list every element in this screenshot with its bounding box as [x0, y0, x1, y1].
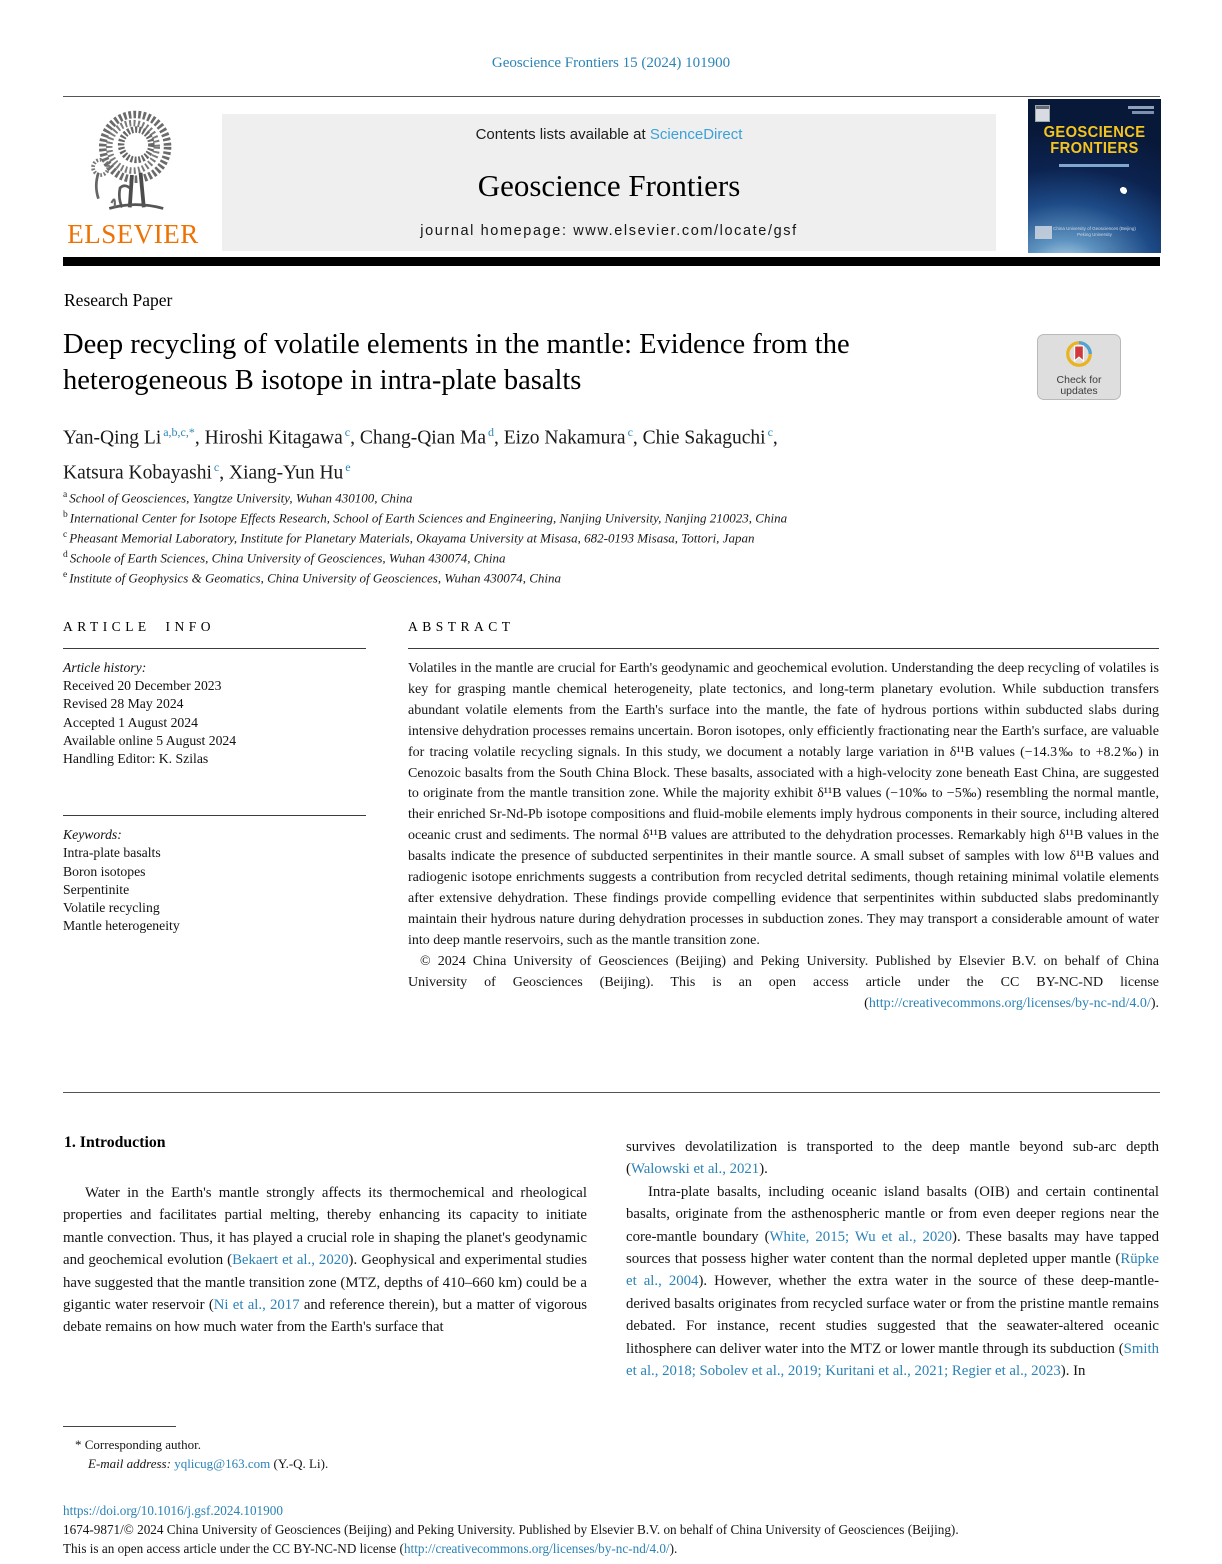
cover-title [1033, 125, 1155, 157]
author-separator: , [772, 427, 778, 449]
citation-link[interactable]: http://creativecommons.org/licenses/by-nc-nd/4.0/ [868, 995, 1151, 1011]
affiliation-sup: c [63, 529, 68, 540]
author-separator: , [632, 427, 643, 449]
intro-paragraph: survives devolatilization is transported to the deep mantle beyond sub-arc depth (Walowski et al., 2021). [626, 1139, 1159, 1178]
author-list [63, 418, 778, 487]
section-divider [63, 1092, 1160, 1093]
author: Chang-Qian Ma [359, 427, 486, 449]
author-affiliation-sup[interactable]: e [345, 459, 351, 474]
license-text-close: ). [669, 1540, 678, 1556]
license-link[interactable]: http://creativecommons.org/licenses/by-nc-nd/4.0/ [403, 1540, 670, 1556]
article-type-label: Research Paper [64, 290, 173, 310]
article-info-column [63, 619, 366, 935]
author-affiliation-sup[interactable]: d [488, 425, 494, 439]
cover-title-line1: GEOSCIENCE [1043, 124, 1146, 141]
journal-name: Geoscience Frontiers [477, 168, 741, 203]
affiliation [63, 567, 787, 587]
author-affiliation-sup[interactable]: a,b,c,* [163, 425, 195, 439]
keyword: Boron isotopes [63, 863, 146, 879]
cover-moon-crescent [1120, 185, 1129, 194]
intro-left-column [63, 1182, 587, 1339]
author-separator: , [494, 427, 504, 449]
introduction-heading: 1. Introduction [64, 1134, 166, 1151]
abstract-text: Volatiles in the mantle are crucial for Earth's geodynamic and geochemical evolution. Understanding the deep recycling of volatiles is key for grasping mantle chemical heterogeneity, plate tectonics, and long-term planetary evolution. While subduction transfers abundant volatile elements from the Earth's surface into the mantle, the fate of hydrous portions within subducted slabs during intensive dehydration processes remains uncertain. Boron isotopes, only efficiently fractionating near the Earth's surface, are valuable for tracing volatile recycling signals. In this study, we document a notably large variation in δ¹¹B values (−14.3‰ to +8.2‰) in Cenozoic basalts from the South China Block. These basalts, associated with a high-velocity zone beneath East China, are suggested to originate from the mantle transition zone. While the majority exhibit δ¹¹B values (−10‰ to −5‰) resembling the normal mantle, their enriched Sr-Nd-Pb isotope compositions and fluid-mobile elements imply hydrous components in their source, including altered oceanic crust and sediments. The normal δ¹¹B values are attributed to the dehydration processes. Remarkably high δ¹¹B values in the basalts indicate the presence of subducted serpentinites in their mantle source. A small subset of samples with low δ¹¹B values and radiogenic isotope enrichments suggests a contribution from recycled detrital sediments, though retaining minimal volatile elements after extensive dehydration. These findings provide compelling evidence that serpentinites within subducted slabs predominantly maintain their hydrous nature during dehydration processes in subduction zones. They may transport a considerable amount of water into deep mantle reservoirs, such as the mantle transition zone. [408, 661, 1159, 948]
cover-title-line2: FRONTIERS [1050, 140, 1139, 157]
author-affiliation-sup[interactable]: c [767, 425, 773, 439]
elsevier-wordmark: ELSEVIER [67, 219, 199, 249]
cover-publisher-emblem [1035, 105, 1050, 122]
footnote-star: * [75, 1437, 82, 1452]
keyword: Intra-plate basalts [63, 845, 161, 861]
article-info-heading: ARTICLE INFO [63, 619, 216, 634]
citation-link[interactable]: Smith et al., 2018; Sobolev et al., 2019; Kuritani et al., 2021; Regier et al., 2023 [626, 1340, 1159, 1380]
email-label: E-mail address: [88, 1455, 171, 1471]
email-line [63, 1455, 523, 1474]
author: Katsura Kobayashi [63, 462, 212, 483]
elsevier-tree-icon [79, 108, 187, 216]
citation-link[interactable]: Ni et al., 2017 [213, 1297, 300, 1314]
citation-link[interactable]: Rüpke et al., 2004 [626, 1251, 1159, 1290]
footnote-text: Corresponding author. [84, 1437, 202, 1452]
affiliation-text: International Center for Isotope Effects Research, School of Earth Sciences and Engineering, Nanjing University, Nanjing 210023, China [69, 510, 788, 526]
paper-title: Deep recycling of volatile elements in the mantle: Evidence from the heterogeneous B isotope in intra-plate basalts [63, 329, 850, 396]
history-item: Received 20 December 2023 [63, 678, 222, 694]
check-updates-icon [1064, 339, 1094, 369]
affiliation [63, 547, 787, 567]
article-history-label: Article history: [63, 660, 147, 675]
affiliation-text: Institute of Geophysics & Geomatics, China University of Geosciences, Wuhan 430074, China [69, 570, 561, 586]
corresponding-author-note [63, 1436, 523, 1455]
history-item: Revised 28 May 2024 [63, 696, 184, 712]
affiliation-sup: a [63, 490, 68, 500]
elsevier-logo [62, 108, 204, 254]
intro-paragraph: Water in the Earth's mantle strongly affects its thermochemical and rheological properties and facilitates partial melting, thereby enhancing its capacity to initiate mantle convection. Thus, it has played a crucial role in shaping the planet's geodynamic and geochemical evolution (Bekaert et al., 2020). Geophysical and experimental studies have suggested that the mantle transition zone (MTZ, depths of 410–660 km) could be a gigantic water reservoir (Ni et al., 2017 and reference therein), but a matter of vigorous debate remains on how much water from the Earth's surface that [63, 1185, 587, 1336]
author-affiliation-sup[interactable]: c [627, 425, 633, 439]
author: Xiang-Yun Hu [229, 462, 344, 483]
history-item: Available online 5 August 2024 [63, 732, 237, 748]
affiliations [63, 487, 787, 587]
author-affiliation-sup[interactable]: c [213, 459, 220, 474]
citation-link[interactable]: Bekaert et al., 2020 [232, 1252, 349, 1269]
contents-text: Contents lists available at [475, 126, 650, 143]
citation-link[interactable]: White, 2015; Wu et al., 2020 [769, 1228, 953, 1245]
page-footer [63, 1502, 1160, 1558]
keywords-label: Keywords: [63, 827, 122, 843]
check-updates-label-line2: updates [1060, 385, 1098, 397]
cover-footer-line2: Peking University [1077, 232, 1112, 237]
author: Eizo Nakamura [503, 427, 626, 449]
check-updates-label-line1: Check for [1056, 374, 1102, 386]
journal-citation-link[interactable]: Geoscience Frontiers 15 (2024) 101900 [491, 55, 731, 71]
affiliation [63, 487, 787, 507]
divider [408, 648, 1159, 649]
footnote-divider [63, 1426, 176, 1427]
author-separator: , [194, 427, 205, 449]
affiliation-sup: b [63, 509, 68, 520]
affiliation [63, 507, 787, 527]
history-item: Accepted 1 August 2024 [63, 714, 198, 730]
author-affiliation-sup[interactable]: c [344, 425, 351, 439]
doi-link[interactable]: https://doi.org/10.1016/j.gsf.2024.101900 [63, 1503, 283, 1518]
divider [63, 815, 366, 816]
journal-cover-thumbnail[interactable] [1028, 99, 1161, 253]
affiliation-text: Pheasant Memorial Laboratory, Institute for Planetary Materials, Okayama University at Misasa, 682-0193 Misasa, Tottori, Japan [69, 530, 755, 546]
keyword: Serpentinite [63, 881, 130, 897]
top-divider [63, 96, 1160, 97]
author: Yan-Qing Li [63, 427, 162, 449]
cover-volume-text-bar [1059, 164, 1129, 167]
affiliation-text: School of Geosciences, Yangtze University, Wuhan 430100, China [69, 490, 413, 506]
license-line [63, 1540, 1160, 1559]
author: Chie Sakaguchi [642, 427, 766, 449]
check-updates-label [1038, 375, 1120, 397]
keyword: Volatile recycling [63, 900, 160, 916]
abstract-column [408, 619, 1159, 1014]
affiliation-text: Schoole of Earth Sciences, China University of Geosciences, Wuhan 430074, China [69, 550, 506, 566]
contents-line [222, 126, 996, 143]
citation-link[interactable]: Walowski et al., 2021 [630, 1161, 760, 1178]
affiliation-sup: e [63, 569, 68, 580]
journal-header-box [222, 114, 996, 251]
cover-footer-text [1028, 226, 1161, 238]
author-separator: , [350, 427, 360, 449]
keyword: Mantle heterogeneity [63, 918, 180, 934]
intro-right-column [626, 1136, 1159, 1382]
abstract-copyright: © 2024 China University of Geosciences (Beijing) and Peking University. Published by Elsevier B.V. on behalf of China University of Geosciences (Beijing). This is an open access article under the CC BY-NC-ND license (http://creativecommons.org/licenses/by-nc-nd/4.0/). [408, 953, 1159, 1011]
cover-issn-text-bar [1128, 106, 1154, 109]
history-item: Handling Editor: K. Szilas [63, 751, 209, 767]
sciencedirect-link[interactable]: ScienceDirect [649, 126, 743, 143]
divider [63, 648, 366, 649]
intro-paragraph: Intra-plate basalts, including oceanic island basalts (OIB) and certain continental basalts, originate from the asthenospheric mantle or from even deeper regions near the core-mantle boundary (White, 2015; Wu et al., 2020). These basalts may have tapped sources that possess higher water content than the normal depleted upper mantle (Rüpke et al., 2004). However, whether the extra water in the source of these deep-mantle-derived basalts originates from recycled surface water or from the pristine mantle remains debated. For instance, recent studies suggested that the seawater-altered oceanic lithosphere can deliver water into the MTZ or lower mantle through its subduction (Smith et al., 2018; Sobolev et al., 2019; Kuritani et al., 2021; Regier et al., 2023). In [626, 1183, 1159, 1380]
cover-footer-line1: China University of Geosciences (Beijing) [1053, 226, 1136, 231]
affiliation [63, 527, 787, 547]
footnote-block [63, 1426, 523, 1473]
author-separator: , [219, 462, 229, 483]
email-link[interactable]: yqlicug@163.com [174, 1455, 271, 1471]
affiliation-sup: d [63, 549, 68, 560]
email-suffix: (Y.-Q. Li). [270, 1455, 329, 1471]
cover-issn-text-bar [1132, 111, 1154, 114]
copyright-line: 1674-9871/© 2024 China University of Geosciences (Beijing) and Peking University. Published by Elsevier B.V. on behalf of China University of Geosciences (Beijing). [63, 1521, 959, 1537]
license-text: This is an open access article under the CC BY-NC-ND license ( [63, 1540, 404, 1556]
check-for-updates-badge[interactable] [1037, 334, 1121, 400]
abstract-heading: ABSTRACT [408, 619, 515, 634]
author: Hiroshi Kitagawa [204, 427, 343, 449]
header-black-bar [63, 257, 1160, 266]
journal-homepage-link[interactable]: journal homepage: www.elsevier.com/locate/gsf [420, 223, 798, 239]
